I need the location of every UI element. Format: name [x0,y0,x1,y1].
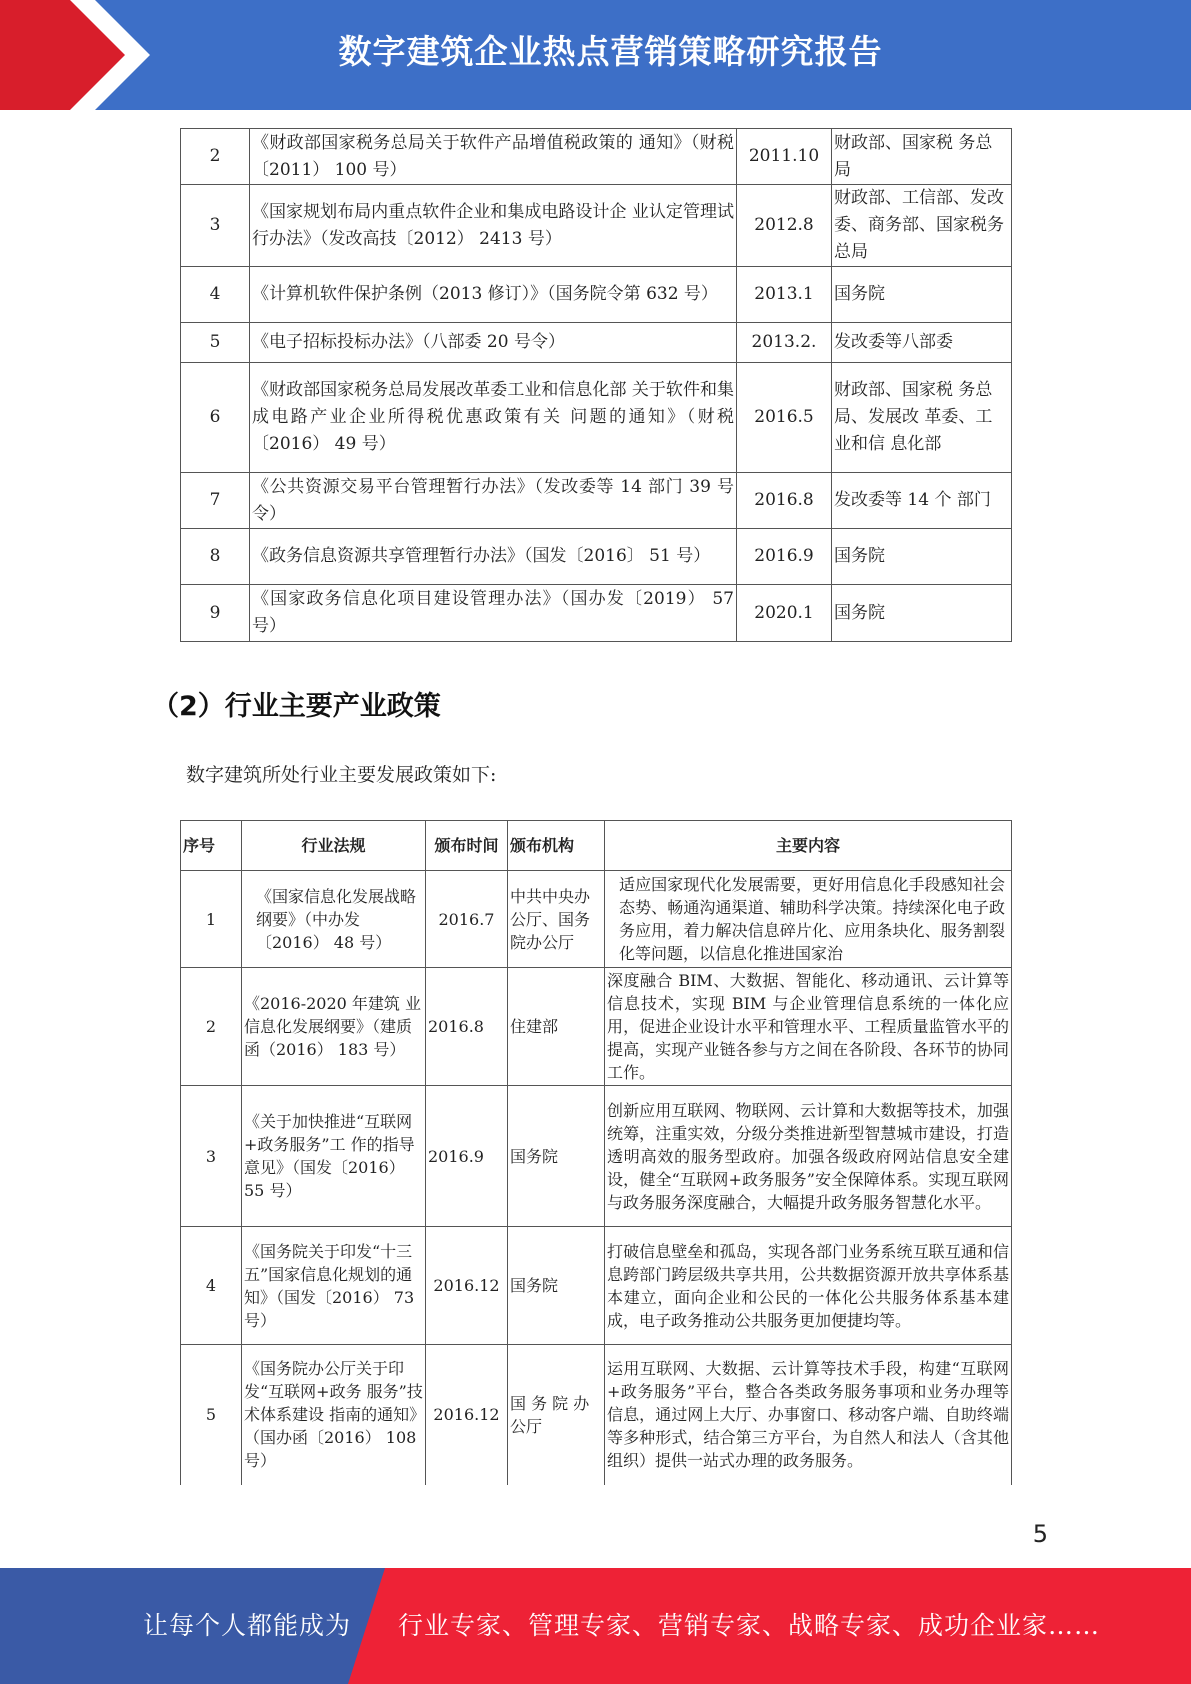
issue-date: 2016.9 [426,1086,508,1227]
table-row [181,871,1012,968]
table-row [181,585,1012,642]
policy-name: 《公共资源交易平台管理暂行办法》（发改委等 14 部门 39 号令） [250,473,737,529]
row-number: 3 [181,185,250,267]
policy-org: 国务院 [832,267,1012,323]
table-row [181,968,1012,1086]
policy-org: 财政部、国家税 务总局、发展改 革委、工业和信 息化部 [832,363,1012,473]
issuing-body: 住建部 [508,968,605,1086]
policy-org: 发改委等八部委 [832,323,1012,363]
table-row [181,473,1012,529]
issuing-body: 国 务 院 办 公厅 [508,1345,605,1485]
row-number: 9 [181,585,250,642]
table-row [181,129,1012,185]
policy-name: 《电子招标投标办法》（八部委 20 号令） [250,323,737,363]
regulation-name: 《2016-2020 年建筑 业信息化发展纲要》（建质函（2016） 183 号） [242,968,426,1086]
policy-org: 国务院 [832,585,1012,642]
policy-date: 2012.8 [737,185,832,267]
issuing-body: 国务院 [508,1227,605,1345]
main-content: 适应国家现代化发展需要，更好用信息化手段感知社会态势、畅通沟通渠道、辅助科学决策。持续深化电子政务应用，着力解决信息碎片化、应用条块化、服务割裂化等问题，以信息化推进国家治 [605,871,1012,968]
issue-date: 2016.12 [426,1227,508,1345]
header-law: 行业法规 [242,821,426,871]
document-title: 数字建筑企业热点营销策略研究报告 [338,32,883,71]
policy-name: 《国家政务信息化项目建设管理办法》（国办发〔2019） 57 号） [250,585,737,642]
policy-name: 《政务信息资源共享管理暂行办法》（国发〔2016〕 51 号） [250,529,737,585]
table-row [181,1227,1012,1345]
table-row [181,1086,1012,1227]
table-row [181,1345,1012,1485]
regulation-name: 《国务院办公厅关于印发“互联网+政务 服务”技术体系建设 指南的通知》（国办函〔2016） 108 号） [242,1345,426,1485]
table-header-row [181,821,1012,871]
policy-date: 2016.5 [737,363,832,473]
policy-org: 财政部、国家税 务总局 [832,129,1012,185]
issue-date: 2016.8 [426,968,508,1086]
footer-slogan-right: 行业专家、管理专家、营销专家、战略专家、成功企业家…… [398,1611,1101,1640]
page-number: 5 [1032,1520,1048,1548]
table-row [181,185,1012,267]
policy-date: 2016.9 [737,529,832,585]
issuing-body: 中共中央办公厅、国务院办公厅 [508,871,605,968]
main-content: 打破信息壁垒和孤岛，实现各部门业务系统互联互通和信息跨部门跨层级共享共用，公共数据资源开放共享体系基本建立，面向企业和公民的一体化公共服务体系基本建成，电子政务推动公共服务更加便捷均等。 [605,1227,1012,1345]
table-row [181,323,1012,363]
header-banner [0,0,1191,110]
row-number: 6 [181,363,250,473]
policy-name: 《财政部国家税务总局关于软件产品增值税政策的 通知》（财税〔2011） 100 号） [250,129,737,185]
issue-date: 2016.7 [426,871,508,968]
row-number: 4 [181,267,250,323]
policy-name: 《国家规划布局内重点软件企业和集成电路设计企 业认定管理试行办法》（发改高技〔2012） 2413 号） [250,185,737,267]
policy-date: 2020.1 [737,585,832,642]
header-num: 序号 [181,821,242,871]
regulation-name: 《国务院关于印发“十三五”国家信息化规划的通知》（国发〔2016） 73 号） [242,1227,426,1345]
header-date: 颁布时间 [426,821,508,871]
policy-org: 发改委等 14 个 部门 [832,473,1012,529]
table-row [181,529,1012,585]
section-intro: 数字建筑所处行业主要发展政策如下: [186,764,497,786]
row-number: 5 [181,1345,242,1485]
regulation-name: 《关于加快推进“互联网+政务服务”工 作的指导意见》（国发〔2016） 55 号） [242,1086,426,1227]
table-row [181,267,1012,323]
regulation-name: 《国家信息化发展战略纲要》（中办发〔2016） 48 号） [242,871,426,968]
issuing-body: 国务院 [508,1086,605,1227]
main-content: 深度融合 BIM、大数据、智能化、移动通讯、云计算等信息技术，实现 BIM 与企业管理信息系统的一体化应用，促进企业设计水平和管理水平、工程质量监管水平的提高，实现产业链各参与方之间在各阶段、各环节的协同工作。 [605,968,1012,1086]
row-number: 7 [181,473,250,529]
row-number: 2 [181,968,242,1086]
header-content: 主要内容 [605,821,1012,871]
row-number: 5 [181,323,250,363]
policy-name: 《财政部国家税务总局发展改革委工业和信息化部 关于软件和集成电路产业企业所得税优惠政策有关 问题的通知》（财税〔2016） 49 号） [250,363,737,473]
row-number: 4 [181,1227,242,1345]
table-row [181,363,1012,473]
row-number: 3 [181,1086,242,1227]
policy-date: 2011.10 [737,129,832,185]
policy-name: 《计算机软件保护条例（2013 修订）》（国务院令第 632 号） [250,267,737,323]
main-content: 创新应用互联网、物联网、云计算和大数据等技术，加强统筹，注重实效，分级分类推进新型智慧城市建设，打造透明高效的服务型政府。加强各级政府网站信息安全建设，健全“互联网+政务服务”安全保障体系。实现互联网与政务服务深度融合，大幅提升政务服务智慧化水平。 [605,1086,1012,1227]
industry-policy-table [180,820,1012,1485]
main-content: 运用互联网、大数据、云计算等技术手段，构建“互联网+政务服务”平台，整合各类政务服务事项和业务办理等信息，通过网上大厅、办事窗口、移动客户端、自助终端等多种形式，结合第三方平台，为自然人和法人（含其他组织）提供一站式办理的政务服务。 [605,1345,1012,1485]
section-heading: （2）行业主要产业政策 [152,691,441,722]
issue-date: 2016.12 [426,1345,508,1485]
policy-org: 财政部、工信部、发改委、商务部、国家税务总局 [832,185,1012,267]
policy-date: 2013.2. [737,323,832,363]
footer-slogan-left: 让每个人都能成为 [143,1611,352,1640]
header-org: 颁布机构 [508,821,605,871]
policy-table-continued [180,128,1012,642]
row-number: 8 [181,529,250,585]
policy-date: 2013.1 [737,267,832,323]
policy-org: 国务院 [832,529,1012,585]
row-number: 1 [181,871,242,968]
row-number: 2 [181,129,250,185]
footer-banner [0,1568,1191,1684]
policy-date: 2016.8 [737,473,832,529]
